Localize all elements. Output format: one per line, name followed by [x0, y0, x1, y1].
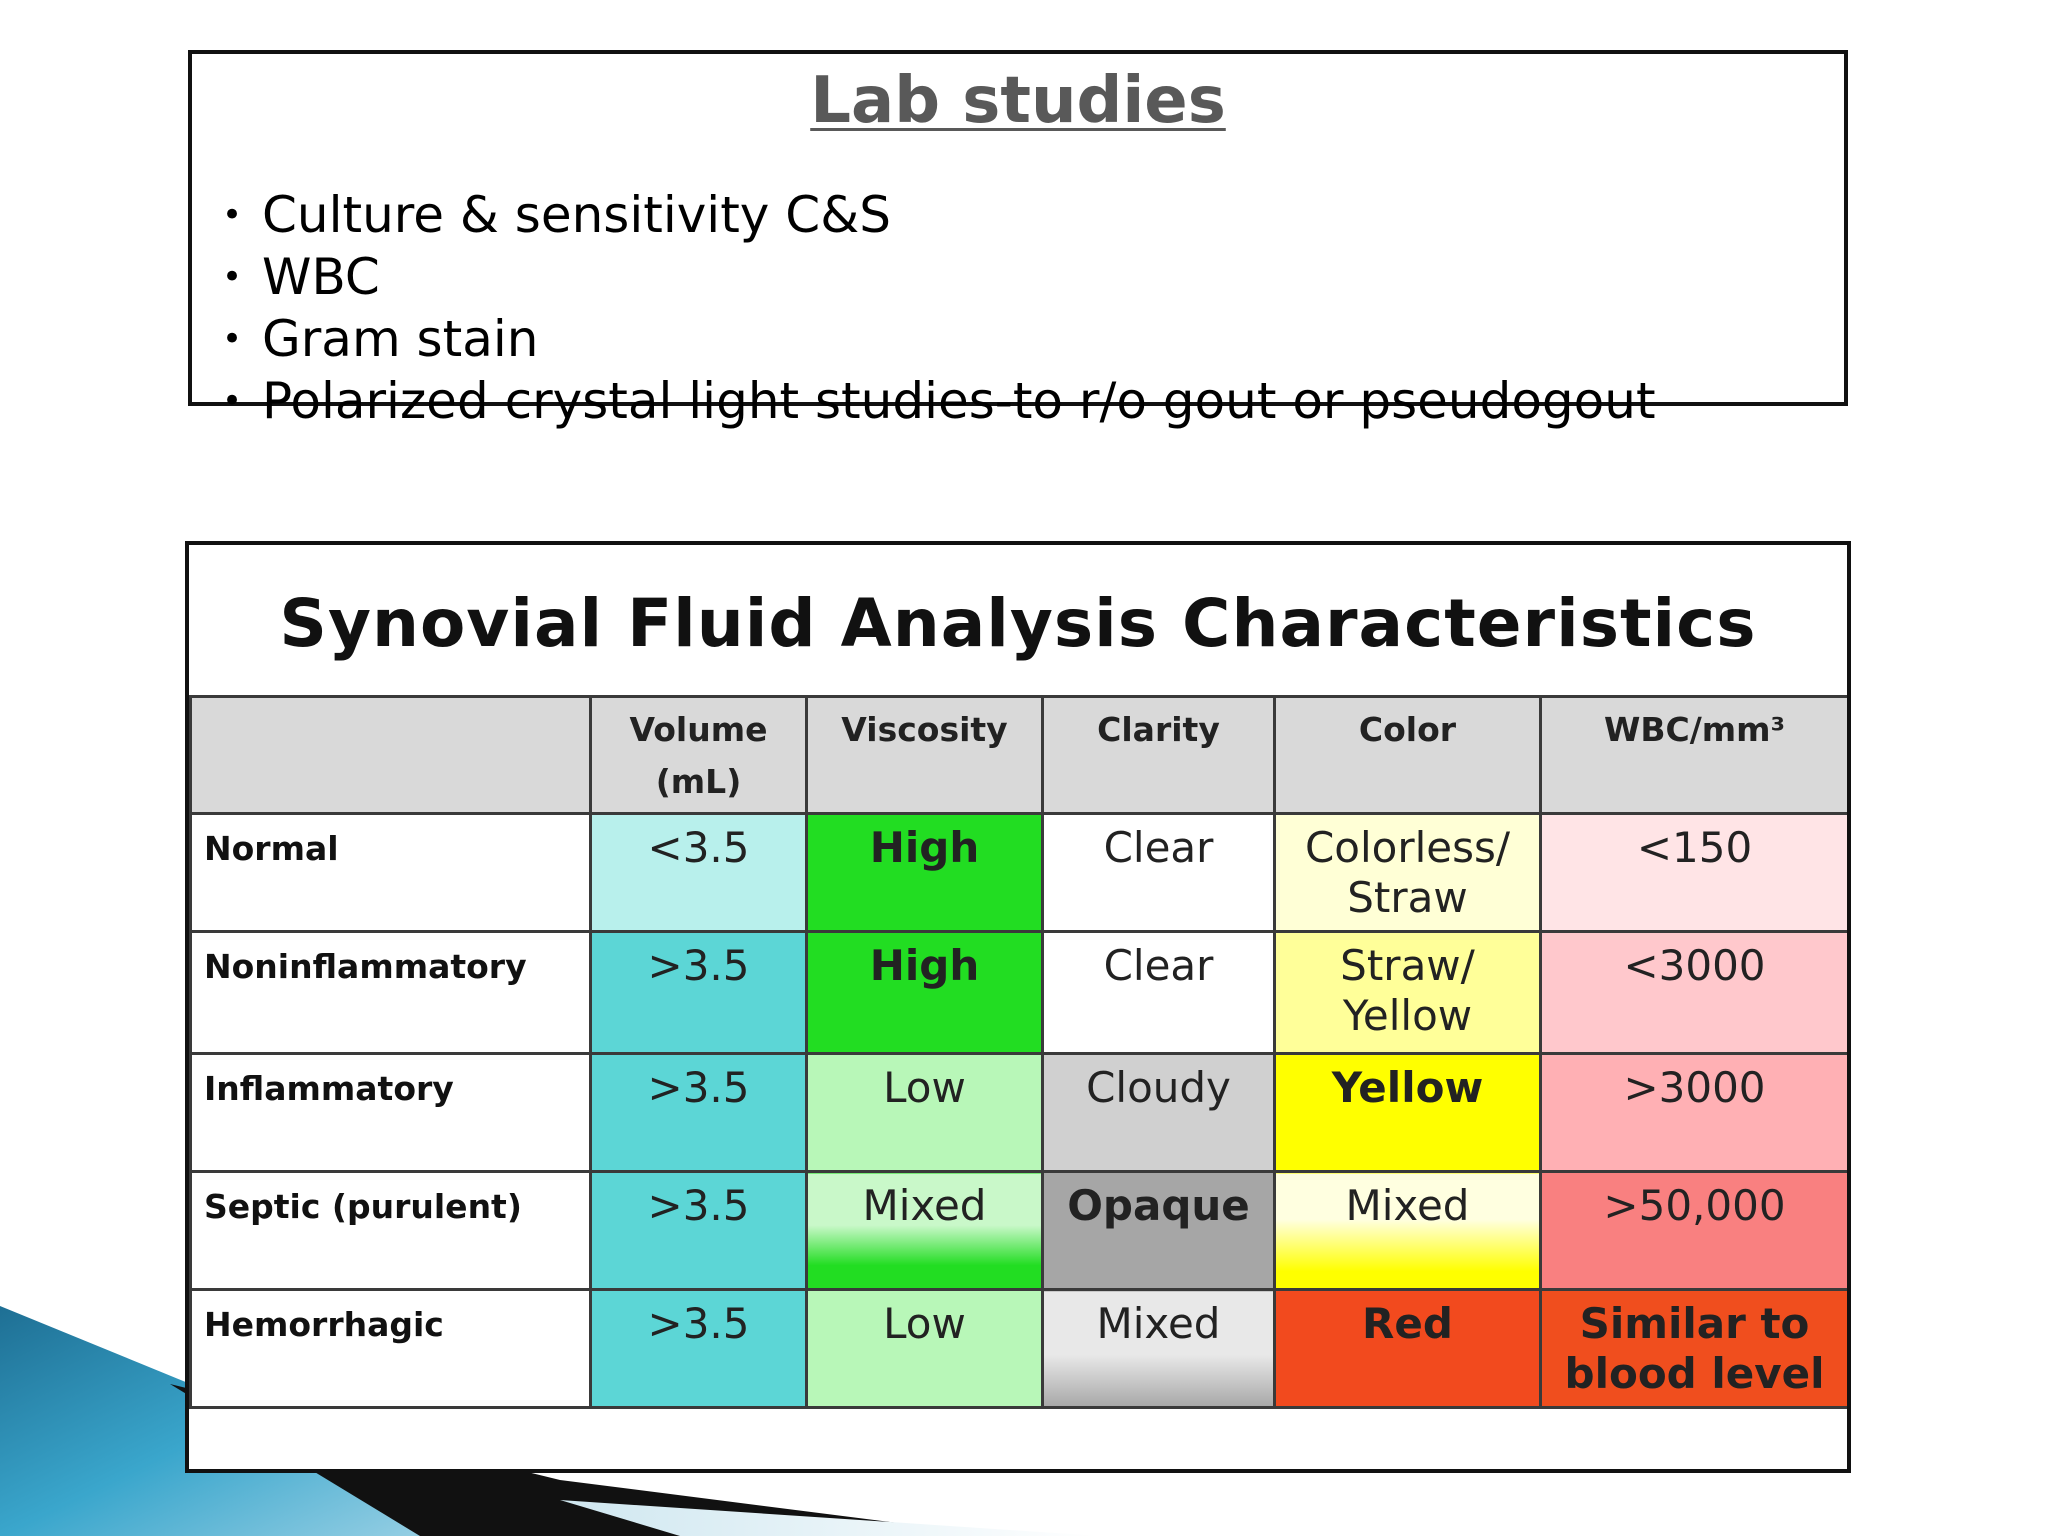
table-cell: >50,000	[1541, 1172, 1849, 1290]
table-title: Synovial Fluid Analysis Characteristics	[279, 585, 1757, 662]
table-cell: Clear	[1043, 814, 1275, 932]
table-cell: Straw/ Yellow	[1275, 932, 1541, 1054]
lab-studies-box	[188, 50, 1848, 430]
table-row	[191, 932, 1849, 1054]
table-row	[191, 1290, 1849, 1408]
table-cell: Clear	[1043, 932, 1275, 1054]
table-cell: Red	[1275, 1290, 1541, 1408]
list-item-text: Gram stain	[262, 310, 539, 368]
table-cell: Low	[807, 1054, 1043, 1172]
lab-studies-title: Lab studies	[810, 64, 1226, 138]
row-label: Normal	[191, 814, 591, 932]
column-header-wbc: WBC/mm³	[1541, 697, 1849, 814]
column-header-color: Color	[1275, 697, 1541, 814]
bullet-icon: •	[222, 319, 243, 359]
table-cell: Mixed	[807, 1172, 1043, 1290]
list-item-text: WBC	[262, 248, 380, 306]
bullet-icon: •	[222, 257, 243, 297]
list-item-text: Polarized crystal light studies-to r/o gout or pseudogout	[262, 372, 1656, 430]
table-cell: Mixed	[1275, 1172, 1541, 1290]
table-cell: Similar to blood level	[1541, 1290, 1849, 1408]
list-item-text: Culture & sensitivity C&S	[262, 186, 891, 244]
list-item	[222, 308, 1656, 370]
table-cell: Mixed	[1043, 1290, 1275, 1408]
table-cell: >3.5	[591, 1172, 807, 1290]
column-header-volume: Volume (mL)	[591, 697, 807, 814]
table-cell: <150	[1541, 814, 1849, 932]
table-row	[191, 1172, 1849, 1290]
synovial-fluid-table	[189, 695, 1850, 1409]
list-item	[222, 184, 1656, 246]
table-cell: Low	[807, 1290, 1043, 1408]
list-item	[222, 370, 1656, 432]
table-cell: Cloudy	[1043, 1054, 1275, 1172]
table-cell: High	[807, 814, 1043, 932]
row-label: Noninflammatory	[191, 932, 591, 1054]
table-row	[191, 1054, 1849, 1172]
row-label: Septic (purulent)	[191, 1172, 591, 1290]
column-header	[191, 697, 591, 814]
row-label: Hemorrhagic	[191, 1290, 591, 1408]
table-cell: >3000	[1541, 1054, 1849, 1172]
table-cell: Colorless/ Straw	[1275, 814, 1541, 932]
bullet-icon: •	[222, 381, 243, 421]
table-cell: High	[807, 932, 1043, 1054]
table-cell: >3.5	[591, 932, 807, 1054]
table-cell: >3.5	[591, 1054, 807, 1172]
table-cell: Opaque	[1043, 1172, 1275, 1290]
column-header-viscosity: Viscosity	[807, 697, 1043, 814]
table-cell: Yellow	[1275, 1054, 1541, 1172]
table-cell: <3.5	[591, 814, 807, 932]
table-cell: <3000	[1541, 932, 1849, 1054]
synovial-table-panel	[185, 541, 1851, 1473]
table-row	[191, 814, 1849, 932]
column-header-clarity: Clarity	[1043, 697, 1275, 814]
table-header-row	[191, 697, 1849, 814]
bullet-icon: •	[222, 195, 243, 235]
list-item	[222, 246, 1656, 308]
row-label: Inflammatory	[191, 1054, 591, 1172]
lab-studies-list	[222, 184, 1656, 432]
table-cell: >3.5	[591, 1290, 807, 1408]
